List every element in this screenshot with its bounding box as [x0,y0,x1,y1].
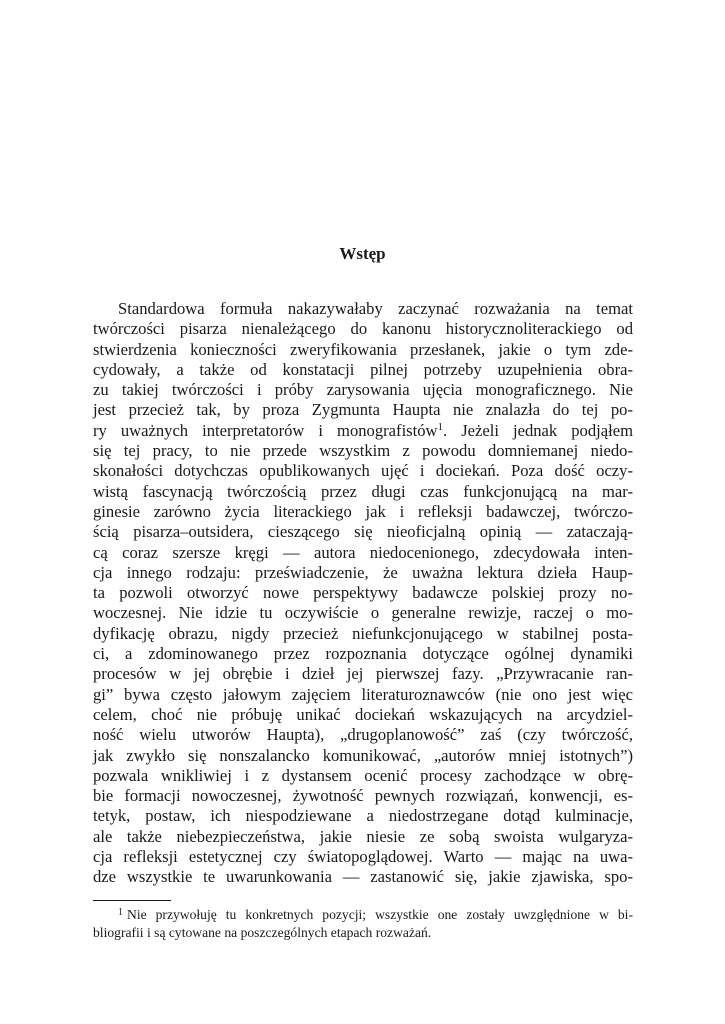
text-line: pozwala wnikliwiej i z dystansem ocenić procesy zachodzące w obrę- [93,765,633,785]
text-line: stwierdzenia konieczności zweryfikowania przesłanek, jakie o tym zde- [93,339,633,359]
text-line: twórczości pisarza nienależącego do kanonu historycznoliterackiego od [93,319,633,339]
footnote-reference[interactable]: 1 [437,420,444,433]
text-line: woczesnej. Nie idzie tu oczywiście o generalne rewizje, raczej o mo- [93,603,633,623]
body-text [93,299,633,888]
text-line-with-footnote [93,421,633,441]
text-line: tetyk, postaw, ich niespodziewane a niedostrzegane dotąd kulminacje, [93,806,633,826]
text-line: ta pozwoli otworzyć nowe perspektywy badawcze polskiej prozy no- [93,583,633,603]
text-line: się tej pracy, to nie przede wszystkim z powodu domniemanej niedo- [93,441,633,461]
text-line: dze wszystkie te uwarunkowania — zastanowić się, jakie zjawiska, spo- [93,867,633,887]
text-line: cja refleksji estetycznej czy światopoglądowej. Warto — mając na uwa- [93,847,633,867]
text-segment: ry uważnych interpretatorów i monografistów [93,420,438,440]
text-line: ginesie zarówno życia literackiego jak i refleksji badawczej, twórczo- [93,501,633,521]
text-line: cydowały, a także od konstatacji pilnej potrzeby uzupełnienia obra- [93,359,633,379]
footnote-text: Nie przywołuję tu konkretnych pozycji; wszystkie one zostały uwzględnione w bi- [127,907,633,922]
text-line: zu takiej twórczości i próby zarysowania ujęcia monograficznego. Nie [93,380,633,400]
text-line: wistą fascynacją twórczością przez długi czas funkcjonującą na mar- [93,481,633,501]
text-segment: . Jeżeli jednak podjąłem [443,420,633,440]
text-line: celem, choć nie próbuję unikać dociekań wskazujących na arcydziel- [93,704,633,724]
footnote [93,906,633,941]
text-line: ność wielu utworów Haupta), „drugoplanowość” zaś (czy twórczość, [93,725,633,745]
footnote-mark: 1 [118,907,123,918]
footnote-line: bliografii i są cytowane na poszczególnych etapach rozważań. [93,924,432,940]
text-line: jak zwykło się nonszalancko komunikować, „autorów mniej istotnych”) [93,745,633,765]
text-line: gi” bywa często jałowym zajęciem literaturoznawców (nie ono jest więc [93,684,633,704]
footnote-divider [93,900,171,901]
text-line: ci, a zdominowanego przez rozpoznania dotyczące ogólnej dynamiki [93,644,633,664]
text-line: ale także niebezpieczeństwa, jakie niesie ze sobą swoista wulgaryza- [93,826,633,846]
text-line: jest przecież tak, by proza Zygmunta Haupta nie znalazła do tej po- [93,400,633,420]
text-line: bie formacji nowoczesnej, żywotność pewnych rozwiązań, konwencji, es- [93,786,633,806]
text-line: procesów w jej obrębie i dzieł jej pierwszej fazy. „Przywracanie ran- [93,664,633,684]
page-title: Wstęp [339,244,386,263]
text-line: dyfikację obrazu, nigdy przecież niefunkcjonującego w stabilnej posta- [93,623,633,643]
text-line: cja innego rodzaju: przeświadczenie, że uważna lektura dzieła Haup- [93,562,633,582]
footnote-line [93,906,633,924]
text-line: ścią pisarza–outsidera, cieszącego się nieoficjalną opinią — zataczają- [93,522,633,542]
text-line: cą coraz szersze kręgi — autora niedocenionego, zdecydowała inten- [93,542,633,562]
text-line: Standardowa formuła nakazywałaby zaczynać rozważania na temat [118,299,633,318]
text-line: skonałości dotychczas opublikowanych ujęć i dociekań. Poza dość oczy- [93,461,633,481]
